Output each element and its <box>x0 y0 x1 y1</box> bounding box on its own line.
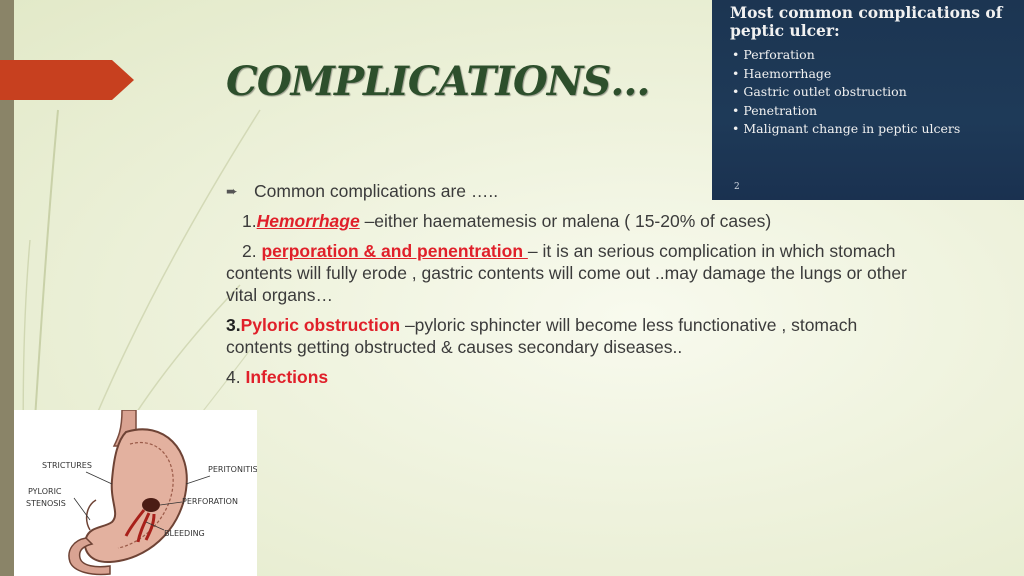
label-stenosis: STENOSIS <box>26 499 66 508</box>
bullet-arrow-icon: ➨ <box>226 183 238 199</box>
inset-title: Most common complications of peptic ulcer: <box>730 3 1003 40</box>
item-text: –either haematemesis or malena ( 15-20% of cases) <box>359 211 772 231</box>
item-number: 4. <box>226 367 246 387</box>
inset-list-item: • Penetration <box>732 102 818 118</box>
label-peritonitis: PERITONITIS <box>208 465 257 474</box>
inset-list-item: • Perforation <box>732 47 815 62</box>
title-arrow-icon <box>0 60 134 100</box>
intro-text: Common complications are ….. <box>254 181 499 201</box>
inset-slide-image <box>712 0 1024 200</box>
label-strictures: STRICTURES <box>42 461 92 470</box>
content-body <box>226 180 926 396</box>
inset-list-item: • Malignant change in peptic ulcers <box>732 121 961 136</box>
item-hemorrhage <box>226 210 926 232</box>
item-infections <box>226 366 926 388</box>
item-label: Infections <box>245 367 329 387</box>
item-number: 1. <box>242 211 257 231</box>
item-pyloric <box>226 314 926 358</box>
item-label: Pyloric obstruction <box>240 315 401 335</box>
label-bleeding: BLEEDING <box>164 529 205 538</box>
inset-list <box>732 46 960 139</box>
stomach-illustration <box>14 410 257 576</box>
inset-list-item: • Gastric outlet obstruction <box>732 84 907 99</box>
item-label: Hemorrhage <box>256 211 360 231</box>
label-perforation: PERFORATION <box>182 497 238 506</box>
inset-page-number: 2 <box>734 182 740 192</box>
stomach-diagram <box>14 410 257 576</box>
item-label: perporation & and penentration <box>261 241 528 261</box>
item-number: 2. <box>242 241 262 261</box>
label-pyloric: PYLORIC <box>28 487 62 496</box>
page-title: COMPLICATIONS… <box>226 58 650 105</box>
item-text: – it is an serious complication in which stomach contents will fully erode , gastric contents will come out ..may damage the lungs or other vital organs… <box>226 241 907 305</box>
item-perforation <box>226 240 926 306</box>
inset-list-item: • Haemorrhage <box>732 65 832 81</box>
item-text: –pyloric sphincter will become less functionative , stomach contents getting obstructed & causes secondary diseases.. <box>226 315 858 357</box>
item-number: 3. <box>226 315 241 335</box>
